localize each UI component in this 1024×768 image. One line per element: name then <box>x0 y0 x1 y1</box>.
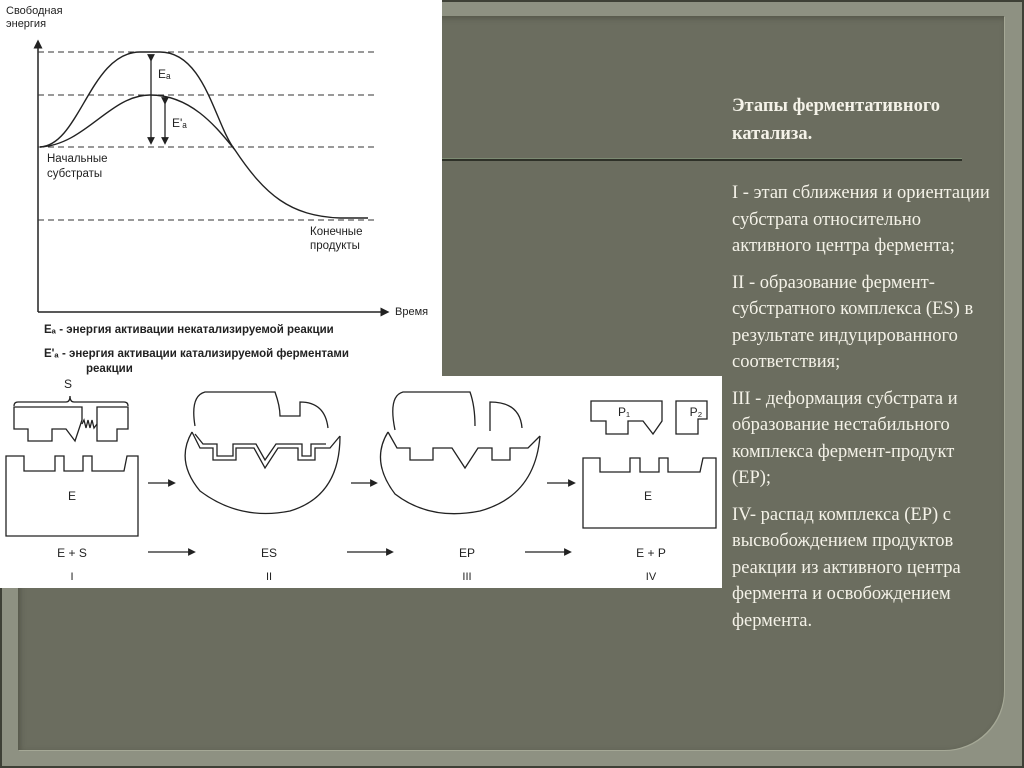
uncatalyzed-curve <box>40 52 368 218</box>
stage-4-text: IV- распад комплекса (EP) с высвобождением продуктов реакции из активного центра фермента и освобождением фермента. <box>732 504 961 631</box>
ea-prime-label: E'ₐ <box>172 116 187 130</box>
enzyme-label-4: E <box>643 489 653 503</box>
legend-ea-prime: E'ₐ - энергия активации катализируемой ферментами <box>44 348 349 360</box>
stage-2-text: II - образование фермент-субстратного комплекса (ES) в результате индуцированного соответствия; <box>732 272 974 372</box>
step-4-formula: E + P <box>636 546 666 560</box>
mechanism-diagram <box>0 376 722 588</box>
catalyzed-curve <box>40 95 235 150</box>
product2-label: P₂ <box>689 405 703 419</box>
step-1-formula: E + S <box>57 546 87 560</box>
substrate-label: S <box>63 377 73 391</box>
step-2-numeral: II <box>265 571 273 583</box>
legend-ea-prime-2: реакции <box>86 363 133 375</box>
stage-1-text: I - этап сближения и ориентации субстрата относительно активного центра фермента; <box>732 183 990 256</box>
ea-label: Eₐ <box>158 67 171 81</box>
start-label-2: субстраты <box>47 168 103 180</box>
step-2-formula: ES <box>260 546 278 560</box>
y-axis-label-1: Свободная <box>6 5 63 17</box>
enzyme-label-1: E <box>67 489 77 503</box>
product1-label: P₁ <box>617 405 631 419</box>
step-3-numeral: III <box>462 571 472 583</box>
step-4-numeral: IV <box>645 571 657 583</box>
text-column <box>732 92 994 644</box>
step-1-numeral: I <box>70 571 74 583</box>
end-label-2: продукты <box>310 240 360 252</box>
stage-3-text: III - деформация субстрата и образование нестабильного комплекса фермент-продукт (EP); <box>732 388 958 488</box>
legend-ea: Eₐ - энергия активации некатализируемой реакции <box>44 324 334 336</box>
slide-title: Этапы ферментативного катализа. <box>732 96 941 144</box>
energy-diagram <box>0 0 442 376</box>
y-axis-label-2: энергия <box>6 18 47 30</box>
step-3-formula: EP <box>458 546 476 560</box>
x-axis-label: Время <box>395 306 429 318</box>
end-label-1: Конечные <box>310 226 363 238</box>
start-label-1: Начальные <box>47 153 108 165</box>
